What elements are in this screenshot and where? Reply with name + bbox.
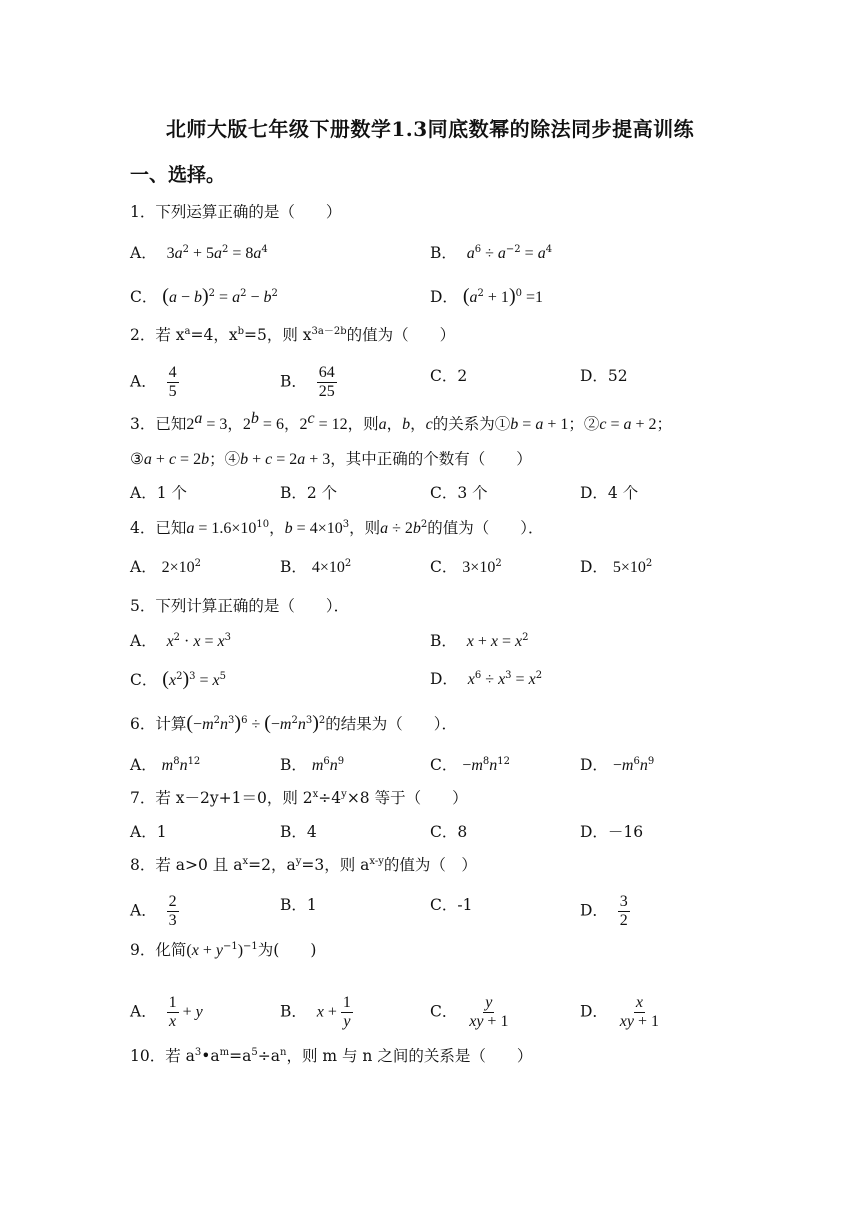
question-4: 4．已知$a = 1.6\times 10^{10}$，$b = 4\times 10^3$，则$a \div 2b^2$的值为（ ）．	[130, 518, 544, 537]
q5-option-c: C． $(x^2)^3 = x^5$	[130, 668, 227, 690]
q2-option-d: D．52	[580, 367, 628, 385]
q7-option-d: D．－16	[580, 823, 644, 841]
question-2: 2．若 $x^a=4$，$x^b=5$，则 $x^{3a-2b}$的值为（ ）	[130, 325, 456, 344]
q4-option-c: C． $3\times 10^2$	[430, 557, 502, 576]
q9-option-a: A． $\frac{1}{x}$ + y	[130, 994, 203, 1030]
q8-option-d: D． $\frac{3}{2}$	[580, 893, 628, 929]
q6-option-c: C． $-m^8n^{12}$	[430, 755, 510, 774]
q7-option-a: A．1	[130, 823, 167, 841]
q2-option-c: C．2	[430, 367, 468, 385]
q3-option-a: A．1 个	[130, 484, 187, 502]
q2-option-a: A． $\frac{4}{5}$	[130, 364, 177, 400]
section-heading: 一、选择。	[130, 164, 226, 186]
question-1: 1．下列运算正确的是（ ）	[130, 203, 342, 221]
q4-option-a: A． $2\times 10^2$	[130, 557, 202, 576]
q6-option-a: A． $m^8n^{12}$	[130, 755, 201, 774]
question-10: 10．若 $a^3•a^m=a^5\div a^n$，则 m 与 n 之间的关系是（ ）	[130, 1046, 533, 1065]
question-3-line1: 3．已知$2^a = 3$，$2^b = 6$，$2^c = 12$，则a，b，c的关系为①b = a + 1；②c = a + 2；	[130, 409, 673, 433]
q6-option-d: D． $-m^6n^9$	[580, 755, 655, 774]
q1-option-a: A． $3a^2 + 5a^2 = 8a^4$	[130, 243, 268, 262]
q8-option-a: A． $\frac{2}{3}$	[130, 893, 177, 929]
q1-option-d: D． $(a^2 + 1)^0 =1$	[430, 285, 544, 307]
q9-option-d: D． $\frac{x}{xy + 1}$	[580, 994, 660, 1030]
question-3-line2: ③a + c = 2b；④b + c = 2a + 3，其中正确的个数有（ ）	[130, 450, 532, 468]
q4-option-d: D． $5\times 10^2$	[580, 557, 653, 576]
q5-option-d: D． $x^6 \div x^3 = x^2$	[430, 669, 543, 688]
q4-option-b: B． $4\times 10^2$	[280, 557, 352, 576]
q1-option-c: C． $(a - b)^2 = a^2 - b^2$	[130, 285, 278, 307]
q8-option-b: B．1	[280, 896, 317, 914]
question-5: 5．下列计算正确的是（ ）．	[130, 597, 350, 615]
q9-option-c: C． $\frac{y}{xy + 1}$	[430, 994, 509, 1030]
q7-option-b: B．4	[280, 823, 317, 841]
q6-option-b: B． $m^6n^9$	[280, 755, 345, 774]
q8-option-c: C．-1	[430, 896, 473, 914]
question-8: 8．若 a>0 且 $a^x=2$，$a^y=3$，则 $a^{x-y}$的值为（ ）	[130, 855, 477, 874]
q5-option-a: A． $x^2 \cdot x = x^3$	[130, 631, 231, 650]
question-6: 6．计算$(-m^2n^3)^6 \div (-m^2n^3)^2$的结果为（ ）．	[130, 712, 458, 734]
q3-option-d: D．4 个	[580, 484, 639, 502]
q5-option-b: B． $x + x = x^2$	[430, 631, 529, 650]
q3-option-b: B．2 个	[280, 484, 338, 502]
q1-option-b: B． $a^6 \div a^{-2} = a^4$	[430, 243, 553, 262]
page-title: 北师大版七年级下册数学1.3同底数幂的除法同步提高训练	[165, 117, 695, 141]
q9-option-b: B． x + $\frac{1}{y}$	[280, 994, 351, 1030]
question-9: 9．化简$(x + y^{-1})^{-1}$为( )	[130, 940, 317, 959]
q3-option-c: C．3 个	[430, 484, 488, 502]
q7-option-c: C．8	[430, 823, 468, 841]
question-7: 7．若 x－2y+1＝0，则 $2^x\div 4^y\times 8$ 等于（ ）	[130, 788, 468, 807]
q2-option-b: B． $\frac{64}{25}$	[280, 364, 335, 400]
